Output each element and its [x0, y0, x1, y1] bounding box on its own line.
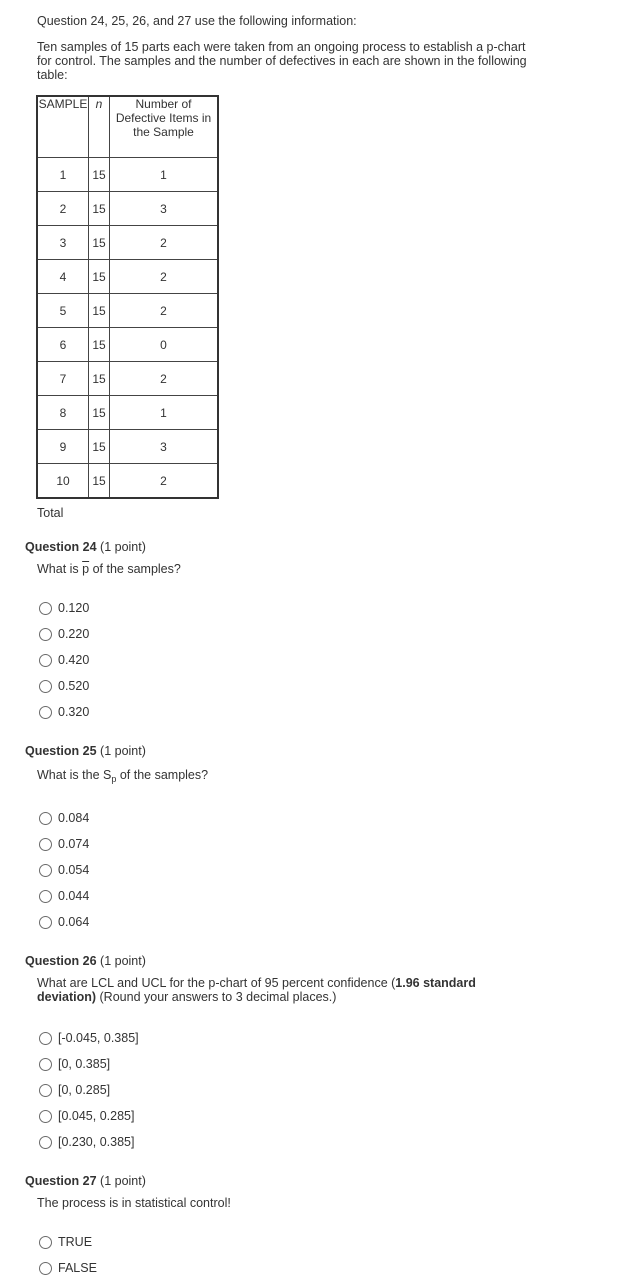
cell-defective: 2: [110, 226, 219, 260]
question-25-title: [25, 744, 146, 758]
header-defective-line3: the Sample: [133, 125, 194, 139]
radio-button[interactable]: [39, 680, 52, 693]
option-label: 0.054: [58, 863, 90, 877]
table-header-row: [37, 96, 218, 158]
option-label: 0.044: [58, 889, 90, 903]
table-row: [37, 226, 218, 260]
question-24-options: [39, 595, 89, 725]
answer-option[interactable]: [39, 831, 89, 857]
question-26-title: [25, 954, 146, 968]
radio-button[interactable]: [39, 838, 52, 851]
answer-option[interactable]: [39, 1077, 139, 1103]
option-label: FALSE: [58, 1261, 97, 1275]
option-label: [0, 0.385]: [58, 1057, 111, 1071]
radio-button[interactable]: [39, 812, 52, 825]
option-label: [0.230, 0.385]: [58, 1135, 135, 1149]
question-24-number: Question 24: [25, 540, 97, 554]
answer-option[interactable]: [39, 1051, 139, 1077]
radio-button[interactable]: [39, 602, 52, 615]
option-label: 0.520: [58, 679, 90, 693]
question-27-title: [25, 1174, 146, 1188]
cell-sample: 9: [37, 430, 89, 464]
table-row: [37, 158, 218, 192]
total-label: Total: [37, 506, 64, 520]
answer-option-true[interactable]: [39, 1229, 97, 1255]
answer-option[interactable]: [39, 1025, 139, 1051]
option-label: 0.074: [58, 837, 90, 851]
option-label: 0.420: [58, 653, 90, 667]
answer-option[interactable]: [39, 883, 89, 909]
radio-button[interactable]: [39, 1262, 52, 1275]
question-26-number: Question 26: [25, 954, 97, 968]
table-row: [37, 260, 218, 294]
radio-button[interactable]: [39, 864, 52, 877]
radio-button[interactable]: [39, 1236, 52, 1249]
cell-n: 15: [89, 328, 110, 362]
cell-sample: 8: [37, 396, 89, 430]
cell-sample: 6: [37, 328, 89, 362]
answer-option[interactable]: [39, 699, 89, 725]
table-row: [37, 362, 218, 396]
cell-defective: 2: [110, 260, 219, 294]
cell-n: 15: [89, 362, 110, 396]
header-defective: [110, 96, 219, 158]
cell-n: 15: [89, 430, 110, 464]
answer-option-false[interactable]: [39, 1255, 97, 1281]
table-row: [37, 464, 218, 499]
prompt-text: of the samples?: [89, 562, 181, 576]
cell-defective: 1: [110, 396, 219, 430]
question-24-title: [25, 540, 146, 554]
header-defective-line1: Number of: [135, 97, 192, 111]
cell-defective: 2: [110, 294, 219, 328]
answer-option[interactable]: [39, 857, 89, 883]
question-26-options: [39, 1025, 139, 1155]
radio-button[interactable]: [39, 654, 52, 667]
table-row: [37, 192, 218, 226]
header-n: n: [89, 96, 110, 158]
header-sample: SAMPLE: [37, 96, 89, 158]
cell-n: 15: [89, 464, 110, 499]
table-row: [37, 328, 218, 362]
cell-n: 15: [89, 226, 110, 260]
option-label: 0.220: [58, 627, 90, 641]
p-bar-symbol: $\overline{p}$: [82, 562, 90, 576]
cell-defective: 2: [110, 464, 219, 499]
radio-button[interactable]: [39, 916, 52, 929]
question-25-prompt: [37, 768, 208, 786]
samples-table: [36, 95, 219, 499]
answer-option[interactable]: [39, 909, 89, 935]
header-defective-line2: Defective Items in: [115, 111, 212, 125]
cell-sample: 2: [37, 192, 89, 226]
cell-sample: 7: [37, 362, 89, 396]
option-label: 0.320: [58, 705, 90, 719]
answer-option[interactable]: [39, 1103, 139, 1129]
question-25-points: (1 point): [100, 744, 146, 758]
option-label: 0.120: [58, 601, 90, 615]
prompt-text: (Round your answers to 3 decimal places.): [96, 990, 337, 1004]
question-26-prompt: [37, 976, 507, 1004]
p-subscript: p: [111, 774, 117, 784]
cell-defective: 3: [110, 430, 219, 464]
cell-sample: 1: [37, 158, 89, 192]
option-label: [-0.045, 0.385]: [58, 1031, 139, 1045]
cell-defective: 2: [110, 362, 219, 396]
answer-option[interactable]: [39, 673, 89, 699]
intro-paragraph: Ten samples of 15 parts each were taken from an ongoing process to establish a p-chart for control. The samples and the number of defectives in each are shown in the following table:: [37, 40, 527, 82]
question-25-number: Question 25: [25, 744, 97, 758]
cell-sample: 10: [37, 464, 89, 499]
question-27-number: Question 27: [25, 1174, 97, 1188]
prompt-bold-text: 1.96 standard deviation): [37, 976, 476, 1004]
radio-button[interactable]: [39, 1058, 52, 1071]
cell-n: 15: [89, 192, 110, 226]
cell-n: 15: [89, 294, 110, 328]
radio-button[interactable]: [39, 1032, 52, 1045]
radio-button[interactable]: [39, 1110, 52, 1123]
cell-defective: 3: [110, 192, 219, 226]
prompt-text: What are LCL and UCL for the p-chart of 95 percent confidence (: [37, 976, 396, 990]
cell-n: 15: [89, 396, 110, 430]
cell-n: 15: [89, 158, 110, 192]
option-label: 0.064: [58, 915, 90, 929]
table-row: [37, 294, 218, 328]
table-row: [37, 396, 218, 430]
answer-option[interactable]: [39, 621, 89, 647]
prompt-text: What is: [37, 562, 83, 576]
question-25-options: [39, 805, 89, 935]
table-row: [37, 430, 218, 464]
radio-button[interactable]: [39, 628, 52, 641]
question-24-points: (1 point): [100, 540, 146, 554]
radio-button[interactable]: [39, 706, 52, 719]
radio-button[interactable]: [39, 1084, 52, 1097]
cell-sample: 3: [37, 226, 89, 260]
radio-button[interactable]: [39, 1136, 52, 1149]
answer-option[interactable]: [39, 595, 89, 621]
answer-option[interactable]: [39, 1129, 139, 1155]
option-label: [0, 0.285]: [58, 1083, 111, 1097]
intro-heading: Question 24, 25, 26, and 27 use the following information:: [37, 14, 357, 28]
question-26-points: (1 point): [100, 954, 146, 968]
cell-n: 15: [89, 260, 110, 294]
radio-button[interactable]: [39, 890, 52, 903]
cell-sample: 5: [37, 294, 89, 328]
prompt-text: of the samples?: [116, 768, 209, 782]
answer-option[interactable]: [39, 647, 89, 673]
question-27-points: (1 point): [100, 1174, 146, 1188]
option-label: TRUE: [58, 1235, 93, 1249]
prompt-text: What is the S: [37, 768, 112, 782]
option-label: [0.045, 0.285]: [58, 1109, 135, 1123]
question-27-prompt: The process is in statistical control!: [37, 1196, 231, 1210]
cell-defective: 0: [110, 328, 219, 362]
option-label: 0.084: [58, 811, 90, 825]
cell-sample: 4: [37, 260, 89, 294]
answer-option[interactable]: [39, 805, 89, 831]
question-24-prompt: [37, 562, 181, 576]
cell-defective: 1: [110, 158, 219, 192]
question-27-options: [39, 1229, 97, 1281]
